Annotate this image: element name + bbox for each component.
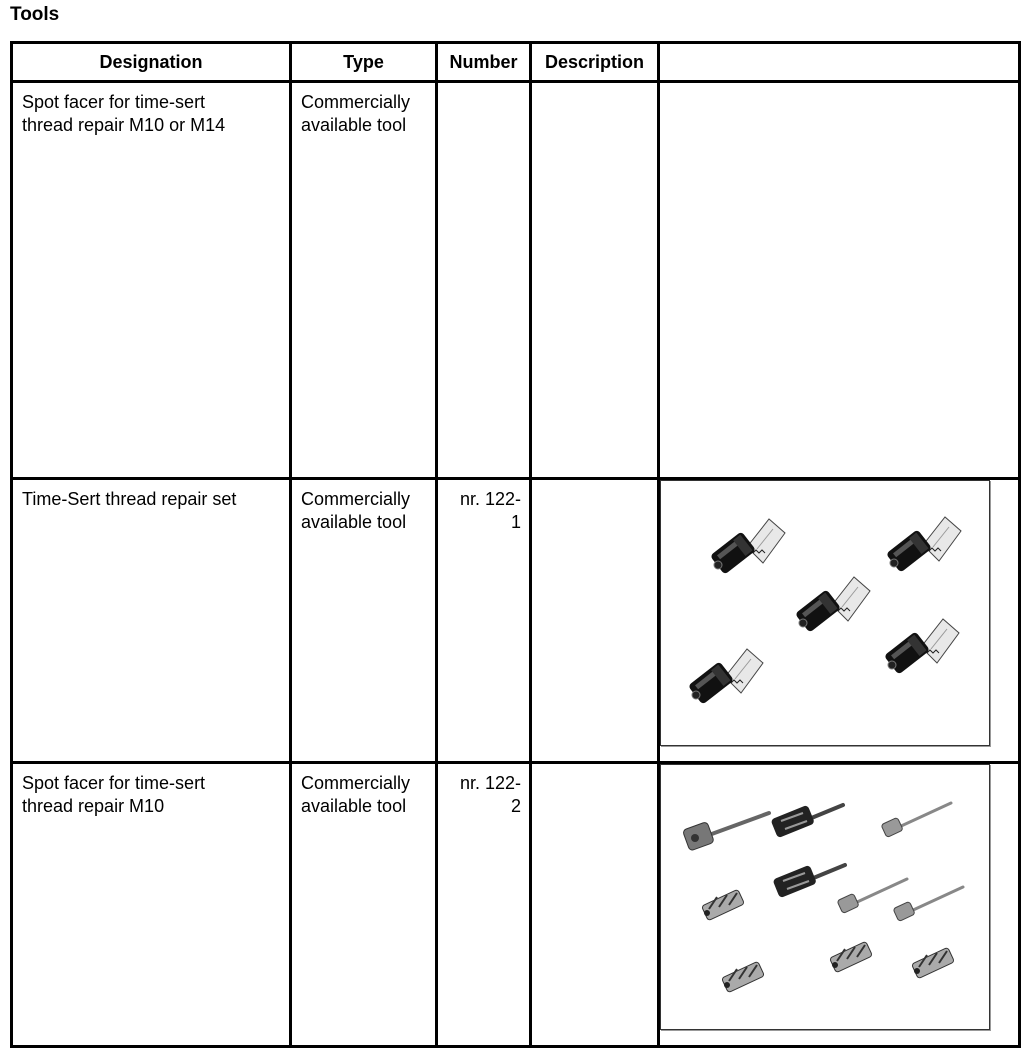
time-sert-insert-tools-illustration (660, 480, 990, 746)
pilot-bit-icon (881, 803, 951, 838)
type-text: Commercially available tool (301, 489, 411, 532)
table-header-row (12, 43, 1020, 82)
number-cell (437, 763, 531, 1047)
header-number: Number (437, 43, 531, 82)
designation-cell (12, 763, 291, 1047)
header-description: Description (531, 43, 659, 82)
designation-text: Spot facer for time-sert thread repair M10 or M14 (22, 92, 226, 135)
drill-bit-icon (701, 889, 744, 920)
table-row (12, 763, 1020, 1047)
number-cell (437, 479, 531, 763)
spot-facer-tools-drawing (661, 765, 989, 1029)
image-cell (659, 763, 1020, 1047)
image-cell (659, 82, 1020, 479)
image-cell (659, 479, 1020, 763)
number-text (438, 83, 529, 91)
tools-table (10, 41, 1021, 1048)
header-type: Type (291, 43, 437, 82)
number-cell (437, 82, 531, 479)
insert-tool-icon (688, 649, 763, 705)
insert-tool-icon (884, 619, 959, 675)
drill-bit-icon (911, 947, 954, 978)
insert-tool-icon (886, 517, 961, 573)
drill-bit-icon (829, 941, 872, 972)
counterbore-icon (772, 865, 845, 899)
spot-facer-drill-bits-illustration (660, 764, 990, 1030)
description-text (532, 764, 657, 772)
type-text: Commercially available tool (301, 92, 411, 135)
number-text: nr. 122- 2 (459, 773, 521, 816)
counterbore-icon (770, 805, 843, 839)
description-cell (531, 763, 659, 1047)
time-sert-tools-drawing (661, 481, 989, 745)
page-title: Tools (10, 4, 60, 25)
designation-cell (12, 82, 291, 479)
description-cell (531, 82, 659, 479)
description-cell (531, 479, 659, 763)
header-image (659, 43, 1020, 82)
insert-tool-icon (710, 519, 785, 575)
designation-text: Time-Sert thread repair set (22, 489, 237, 509)
description-text (532, 83, 657, 91)
type-cell (291, 479, 437, 763)
table-row (12, 82, 1020, 479)
spot-facer-icon (682, 813, 769, 851)
type-cell (291, 763, 437, 1047)
pilot-bit-icon (893, 887, 963, 922)
designation-text: Spot facer for time-sert thread repair M10 (22, 773, 206, 816)
designation-cell (12, 479, 291, 763)
type-text: Commercially available tool (301, 773, 411, 816)
description-text (532, 480, 657, 488)
insert-tool-icon (795, 577, 870, 633)
type-cell (291, 82, 437, 479)
table-row (12, 479, 1020, 763)
header-designation: Designation (12, 43, 291, 82)
number-text: nr. 122- 1 (459, 489, 521, 532)
drill-bit-icon (721, 961, 764, 992)
